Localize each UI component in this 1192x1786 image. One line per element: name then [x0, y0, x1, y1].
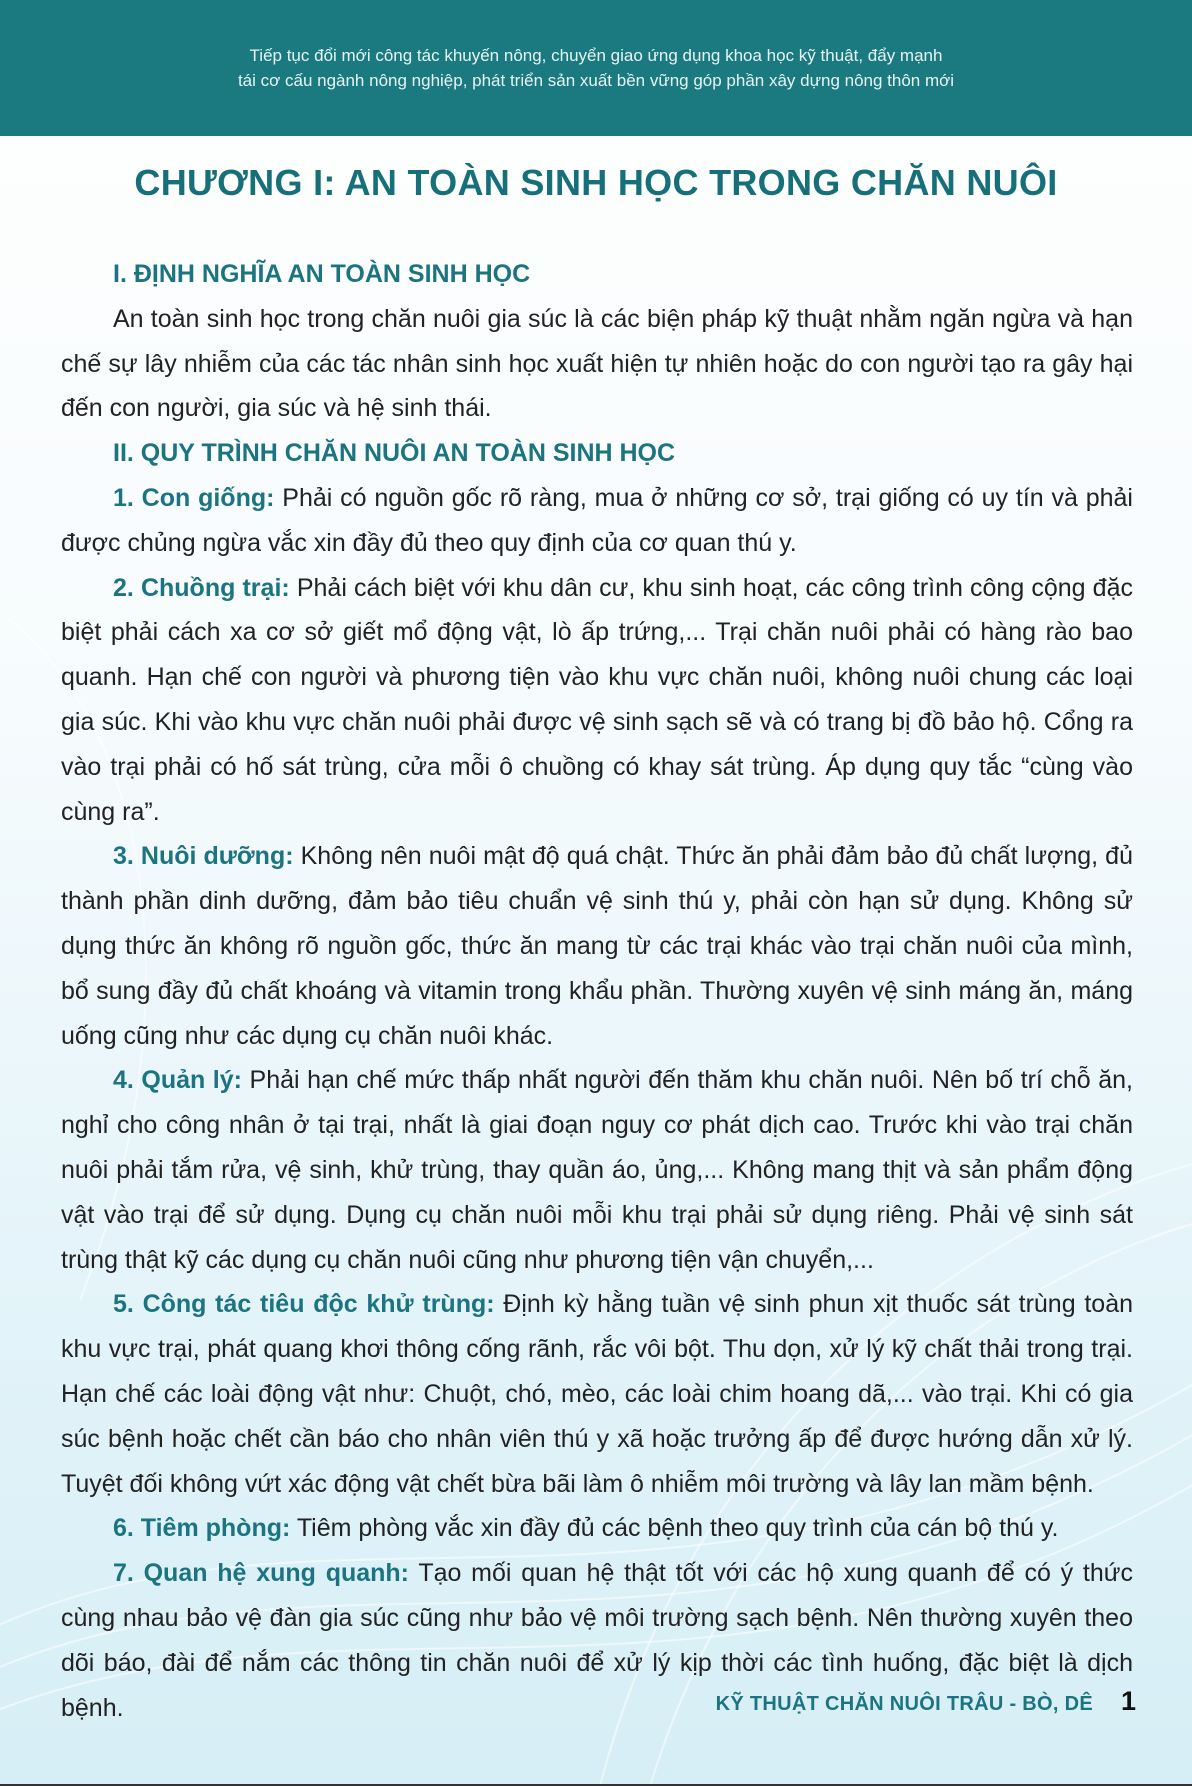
item-text: Định kỳ hằng tuần vệ sinh phun xịt thuốc sát trùng toàn khu vực trại, phát quang khơi thông cống rãnh, rắc vôi bột. Thu dọn, xử lý kỹ chất thải trong trại. Hạn chế các loài động vật như: Chuột, chó, mèo, các loài chim hoang dã,... vào trại. Khi có gia súc bệnh hoặc chết cần báo cho nhân viên thú y xã hoặc trưởng ấp để được hướng dẫn xử lý. Tuyệt đối không vứt xác động vật chết bừa bãi làm ô nhiễm môi trường và lây lan mầm bệnh.	[61, 1290, 1133, 1498]
item-text: Tạo mối quan hệ thật tốt với các hộ xung quanh để có ý thức cùng nhau bảo vệ đàn gia súc cũng như bảo vệ môi trường sạch bệnh. Nên thường xuyên theo dõi báo, đài để nắm các thông tin chăn nuôi để xử lý kịp thời các tình huống, đặc biệt là dịch bệnh.	[61, 1559, 1134, 1722]
process-item-management	[61, 1058, 1133, 1282]
section-heading-definition: I. ĐỊNH NGHĨA AN TOÀN SINH HỌC	[113, 260, 531, 288]
item-lead: 6. Tiêm phòng:	[113, 1514, 291, 1543]
item-text: Phải hạn chế mức thấp nhất người đến thăm khu chăn nuôi. Nên bố trí chỗ ăn, nghỉ cho công nhân ở tại trại, nhất là giai đoạn nguy cơ phát dịch cao. Trước khi vào trại chăn nuôi phải tắm rửa, vệ sinh, khử trùng, thay quần áo, ủng,... Không mang thịt và sản phẩm động vật vào trại để sử dụng. Dụng cụ chăn nuôi mỗi khu trại phải sử dụng riêng. Phải vệ sinh sát trùng thật kỹ các dụng cụ chăn nuôi cũng như phương tiện vận chuyển,...	[61, 1066, 1133, 1274]
main-content	[61, 252, 1133, 1730]
item-lead: 5. Công tác tiêu độc khử trùng:	[113, 1290, 495, 1319]
page-footer	[716, 1686, 1136, 1717]
item-lead: 2. Chuồng trại:	[113, 573, 290, 602]
item-text: Phải có nguồn gốc rõ ràng, mua ở những cơ sở, trại giống có uy tín và phải được chủng ngừa vắc xin đầy đủ theo quy định của cơ quan thú y.	[61, 483, 1133, 557]
banner-line-2: tái cơ cấu ngành nông nghiệp, phát triển sản xuất bền vững góp phần xây dựng nông thôn mới	[237, 71, 955, 90]
item-text: Tiêm phòng vắc xin đầy đủ các bệnh theo quy trình của cán bộ thú y.	[290, 1514, 1059, 1543]
item-text: Phải cách biệt với khu dân cư, khu sinh hoạt, các công trình công cộng đặc biệt phải cách xa cơ sở giết mổ động vật, lò ấp trứng,... Trại chăn nuôi phải có hàng rào bao quanh. Hạn chế con người và phương tiện vào khu vực chăn nuôi, không nuôi chung các loại gia súc. Khi vào khu vực chăn nuôi phải được vệ sinh sạch sẽ và có trang bị đồ bảo hộ. Cổng ra vào trại phải có hố sát trùng, cửa mỗi ô chuồng có khay sát trùng. Áp dụng quy tắc “cùng vào cùng ra”.	[61, 573, 1133, 826]
section-heading-process: II. QUY TRÌNH CHĂN NUÔI AN TOÀN SINH HỌC	[113, 439, 676, 468]
item-lead: 7. Quan hệ xung quanh:	[113, 1559, 410, 1588]
process-item-breed	[61, 476, 1133, 566]
process-item-vaccination	[61, 1506, 1133, 1551]
banner-line-1: Tiếp tục đổi mới công tác khuyến nông, chuyển giao ứng dụng khoa học kỹ thuật, đẩy mạnh	[249, 46, 943, 65]
process-item-barn	[61, 566, 1133, 835]
process-item-disinfection	[61, 1282, 1133, 1506]
process-item-feeding	[61, 834, 1133, 1058]
item-text: Không nên nuôi mật độ quá chật. Thức ăn phải đảm bảo đủ chất lượng, đủ thành phần dinh dưỡng, đảm bảo tiêu chuẩn vệ sinh thú y, phải còn hạn sử dụng. Không sử dụng thức ăn không rõ nguồn gốc, thức ăn mang từ các trại khác vào trại chăn nuôi của mình, bổ sung đầy đủ chất khoáng và vitamin trong khẩu phần. Thường xuyên vệ sinh máng ăn, máng uống cũng như các dụng cụ chăn nuôi khác.	[61, 842, 1133, 1050]
item-lead: 1. Con giống:	[113, 483, 275, 512]
top-banner	[0, 0, 1192, 136]
item-lead: 4. Quản lý:	[113, 1066, 242, 1095]
definition-paragraph: An toàn sinh học trong chăn nuôi gia súc là các biện pháp kỹ thuật nhằm ngăn ngừa và hạn chế sự lây nhiễm của các tác nhân sinh học xuất hiện tự nhiên hoặc do con người tạo ra gây hại đến con người, gia súc và hệ sinh thái.	[61, 304, 1133, 423]
item-lead: 3. Nuôi dưỡng:	[113, 842, 294, 871]
chapter-title: CHƯƠNG I: AN TOÀN SINH HỌC TRONG CHĂN NUÔI	[134, 162, 1058, 203]
footer-book-title: KỸ THUẬT CHĂN NUÔI TRÂU - BÒ, DÊ	[715, 1693, 1093, 1715]
page-number: 1	[1120, 1686, 1136, 1716]
